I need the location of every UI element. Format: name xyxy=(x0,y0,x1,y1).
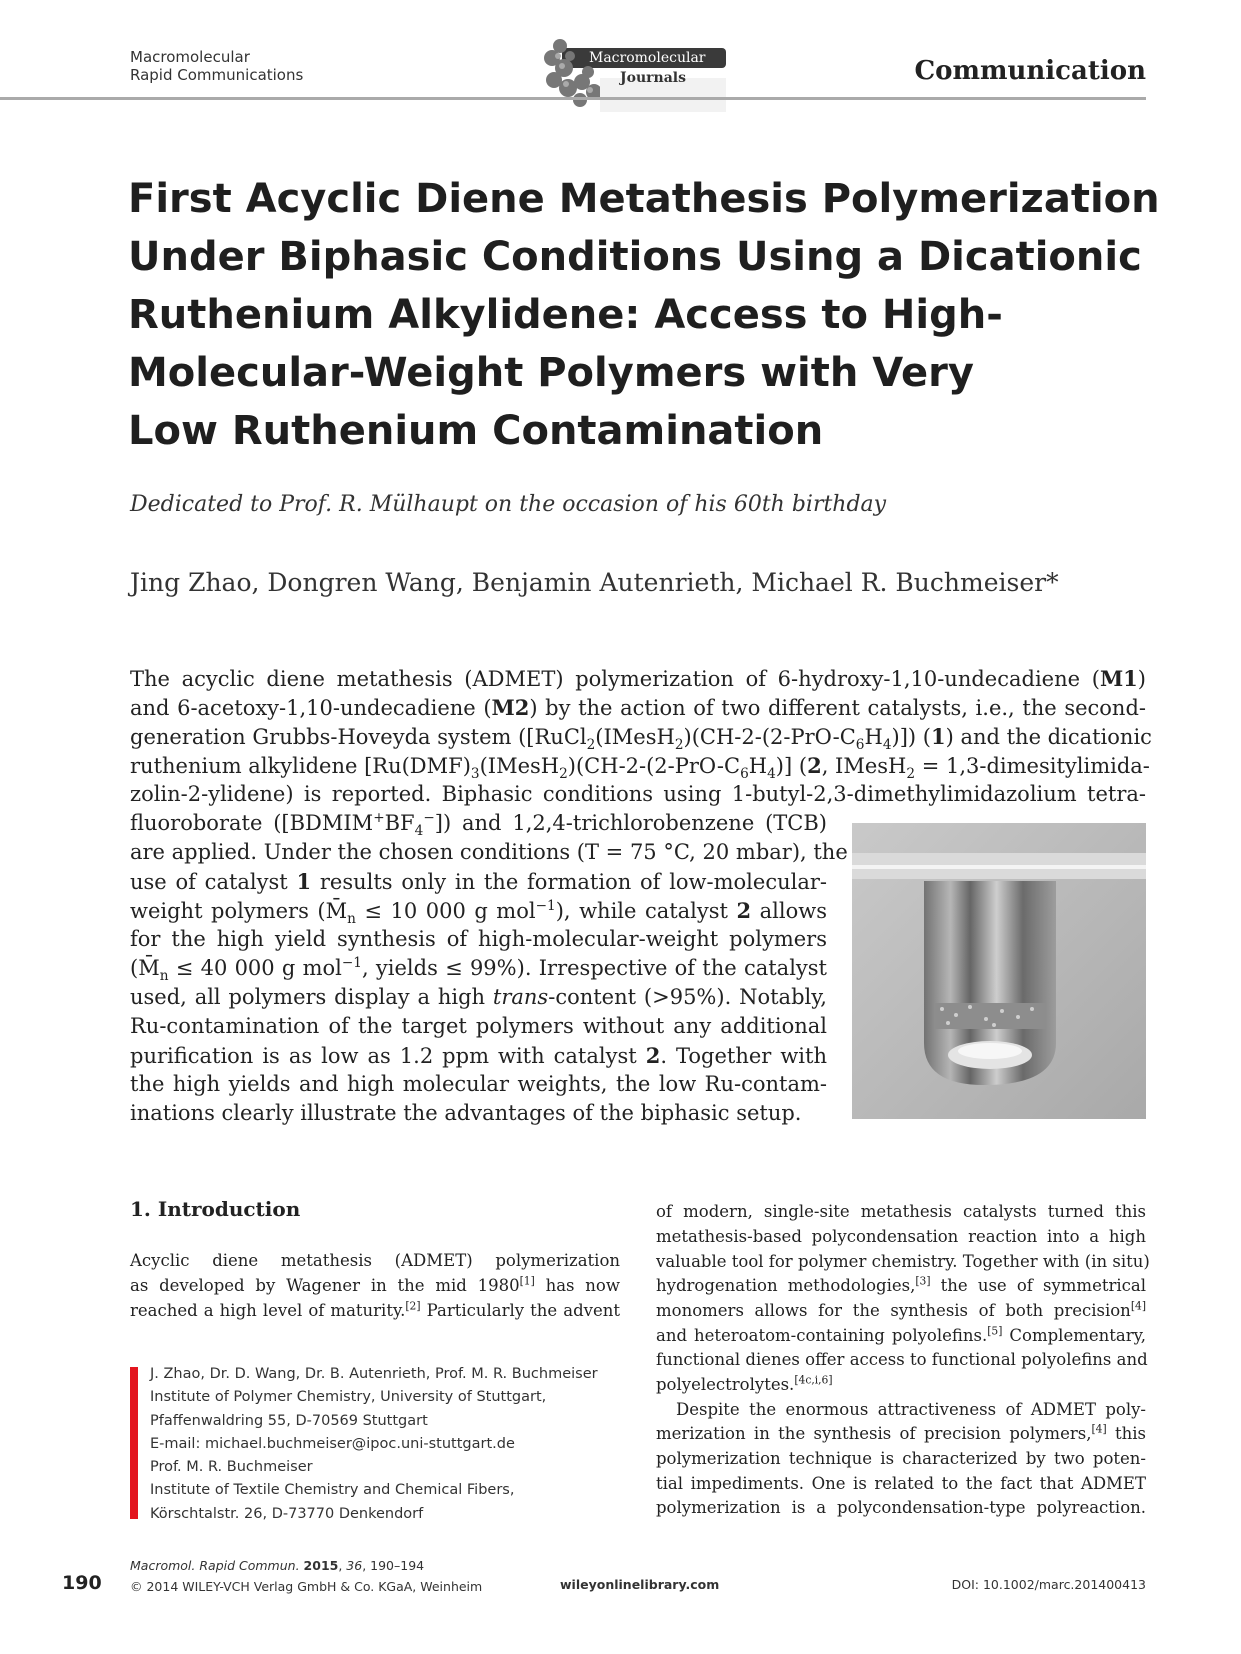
intro-line: as developed by Wagener in the mid 1980[1] has now xyxy=(130,1274,620,1295)
abstract-line: used, all polymers display a high trans-content (>95%). Notably, xyxy=(130,985,827,1009)
abstract-line: and 6-acetoxy-1,10-undecadiene (M2) by the action of two different catalysts, i.e., the second- xyxy=(130,695,1146,720)
logo-text-macromolecular: Macromolecular xyxy=(589,50,706,66)
section-heading-introduction: 1. Introduction xyxy=(130,1197,301,1221)
title-line-4: Molecular-Weight Polymers with Very xyxy=(128,350,974,396)
citation-block xyxy=(130,1555,482,1597)
author-list: Jing Zhao, Dongren Wang, Benjamin Autenrieth, Michael R. Buchmeiser* xyxy=(130,568,1059,597)
reaction-tube-illustration xyxy=(852,823,1146,1119)
abstract-line: inations clearly illustrate the advantages of the biphasic setup. xyxy=(130,1101,802,1125)
abstract-line: Ru-contamination of the target polymers without any additional xyxy=(130,1014,827,1038)
citation-line: Macromol. Rapid Commun. 2015, 36, 190–194 xyxy=(130,1558,425,1573)
abstract-line: weight polymers ($M̄_n \le 10$ 000 g mol$^{-1}$), while catalyst 2 allows xyxy=(130,898,827,928)
title-line-5: Low Ruthenium Contamination xyxy=(128,408,824,454)
website-link[interactable]: wileyonlinelibrary.com xyxy=(560,1577,720,1592)
intro-line: polymerization technique is characterized by two poten- xyxy=(656,1449,1146,1468)
graphical-abstract-photo xyxy=(852,823,1146,1119)
abstract-line: are applied. Under the chosen conditions (T = 75 °C, 20 mbar), the xyxy=(130,840,848,864)
abstract-line: The acyclic diene metathesis (ADMET) polymerization of 6-hydroxy-1,10-undecadiene (M1) xyxy=(130,666,1146,691)
logo-text-journals: Journals xyxy=(620,70,686,86)
intro-line: monomers allows for the synthesis of both precision[4] xyxy=(656,1299,1146,1320)
abstract-line: ruthenium alkylidene [$Ru(DMF)_3(IMesH_2)(CH-2-(2-PrO-C_6H_4)]$ (2, IMesH$_2$ = 1,3-dimesitylimida- xyxy=(130,753,1150,783)
intro-line: polyelectrolytes.[4c,i,6] xyxy=(656,1373,833,1394)
macromolecular-journals-logo xyxy=(540,34,726,112)
intro-line: of modern, single-site metathesis catalysts turned this xyxy=(656,1202,1146,1221)
article-type: Communication xyxy=(914,56,1146,86)
affiliation-line: J. Zhao, Dr. D. Wang, Dr. B. Autenrieth, Prof. M. R. Buchmeiser xyxy=(150,1366,598,1382)
affiliation-line: Institute of Textile Chemistry and Chemical Fibers, xyxy=(150,1482,515,1499)
affiliation-accent-bar xyxy=(130,1367,138,1519)
affiliation-line: Prof. M. R. Buchmeiser xyxy=(150,1459,313,1476)
abstract-line: generation Grubbs-Hoveyda system ($[RuCl_2(IMesH_2)(CH-2-(2-PrO-C_6H_4)])$ (1) and the dicationic xyxy=(130,724,1152,754)
journal-name-line1: Macromolecular xyxy=(130,48,250,66)
author-affiliations xyxy=(150,1363,598,1526)
abstract-line: zolin-2-ylidene) is reported. Biphasic conditions using 1-butyl-2,3-dimethylimidazolium tetra- xyxy=(130,782,1146,806)
intro-line: hydrogenation methodologies,[3] the use of symmetrical xyxy=(656,1274,1146,1295)
intro-line: valuable tool for polymer chemistry. Together with (in situ) xyxy=(656,1252,1150,1271)
page-number: 190 xyxy=(62,1572,102,1594)
header-rule xyxy=(0,97,1146,100)
intro-line: tial impediments. One is related to the fact that ADMET xyxy=(656,1474,1146,1493)
affiliation-line: Institute of Polymer Chemistry, University of Stuttgart, xyxy=(150,1389,547,1406)
intro-line: reached a high level of maturity.[2] Particularly the advent xyxy=(130,1299,620,1320)
title-line-3: Ruthenium Alkylidene: Access to High- xyxy=(128,292,1003,338)
journal-name-line2: Rapid Communications xyxy=(130,66,304,84)
intro-line: Acyclic diene metathesis (ADMET) polymerization xyxy=(130,1251,620,1270)
abstract-line: the high yields and high molecular weights, the low Ru-contam- xyxy=(130,1072,827,1096)
abstract-line: purification is as low as 1.2 ppm with catalyst 2. Together with xyxy=(130,1043,827,1068)
abstract-line: ($M̄_n \le 40$ 000 g mol$^{-1}$, yields ≤ 99%). Irrespective of the catalyst xyxy=(130,955,827,985)
affiliation-email[interactable]: E-mail: michael.buchmeiser@ipoc.uni-stuttgart.de xyxy=(150,1435,515,1452)
intro-line: and heteroatom-containing polyolefins.[5] Complementary, xyxy=(656,1324,1146,1345)
intro-line: Despite the enormous attractiveness of ADMET poly- xyxy=(676,1400,1146,1419)
title-line-1: First Acyclic Diene Metathesis Polymerization xyxy=(128,176,1160,222)
title-line-2: Under Biphasic Conditions Using a Dicationic xyxy=(128,234,1142,280)
doi[interactable]: DOI: 10.1002/marc.201400413 xyxy=(951,1577,1146,1592)
abstract-line: fluoroborate $([BDMIM^+BF_4^-])$ and 1,2,4-trichlorobenzene (TCB) xyxy=(130,810,827,840)
intro-line: polymerization is a polycondensation-type polyreaction. xyxy=(656,1498,1146,1517)
article-title xyxy=(128,170,1160,460)
intro-line: metathesis-based polycondensation reaction into a high xyxy=(656,1227,1146,1246)
abstract-line: use of catalyst 1 results only in the formation of low-molecular- xyxy=(130,869,827,894)
journal-name xyxy=(130,48,303,84)
affiliation-line: Körschtalstr. 26, D-73770 Denkendorf xyxy=(150,1505,424,1522)
intro-line: merization in the synthesis of precision polymers,[4] this xyxy=(656,1422,1146,1443)
copyright: © 2014 WILEY-VCH Verlag GmbH & Co. KGaA, Weinheim xyxy=(130,1579,483,1594)
abstract-line: for the high yield synthesis of high-molecular-weight polymers xyxy=(130,927,827,951)
intro-line: functional dienes offer access to functional polyolefins and xyxy=(656,1350,1148,1369)
affiliation-line: Pfaffenwaldring 55, D-70569 Stuttgart xyxy=(150,1412,428,1429)
dedication: Dedicated to Prof. R. Mülhaupt on the occasion of his 60th birthday xyxy=(130,492,887,517)
